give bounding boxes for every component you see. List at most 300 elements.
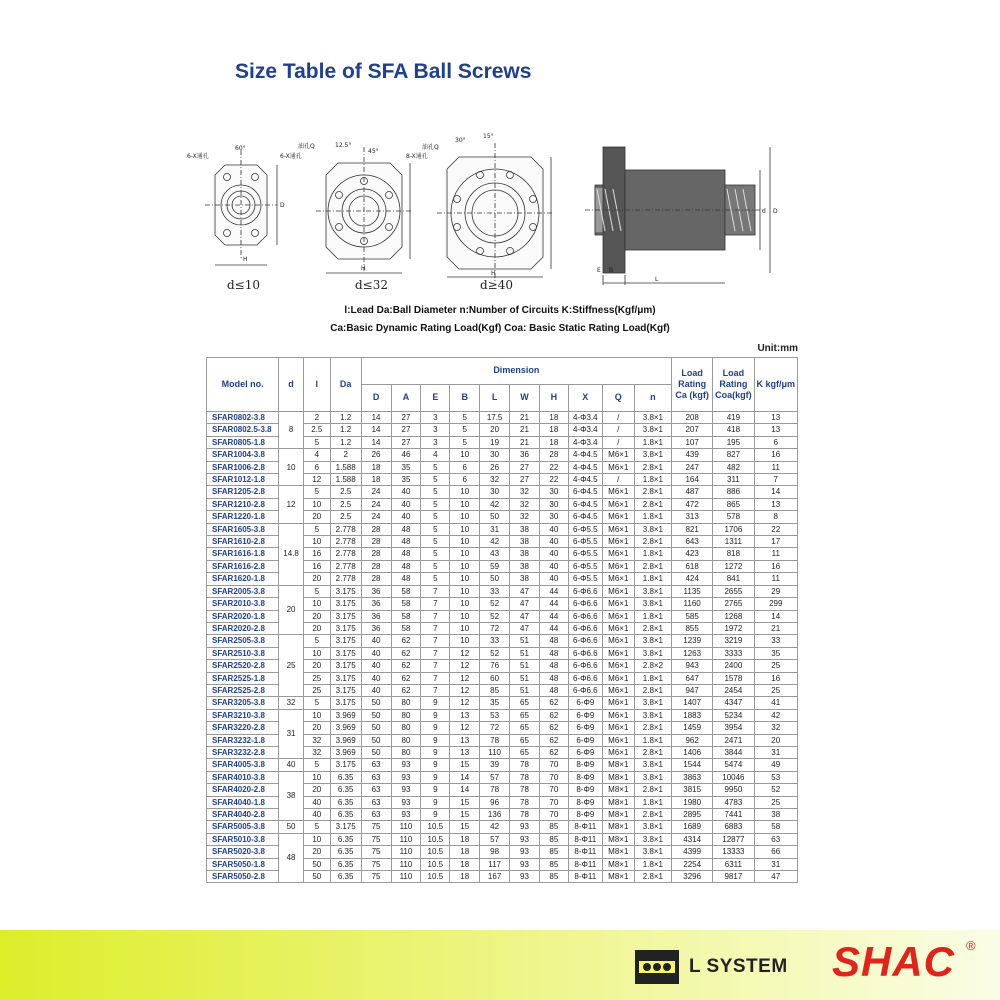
table-cell: 439 xyxy=(672,449,713,461)
model-cell: SFAR3205-3.8 xyxy=(207,697,279,709)
table-cell: 5 xyxy=(450,412,480,424)
shaft-diameter-cell: 48 xyxy=(279,833,304,883)
table-cell: 7 xyxy=(421,635,450,647)
table-cell: 4-Φ3.4 xyxy=(568,424,602,436)
table-cell: 9 xyxy=(421,771,450,783)
table-cell: 18 xyxy=(539,436,568,448)
table-cell: M8×1 xyxy=(602,858,634,870)
table-cell: 72 xyxy=(480,722,510,734)
table-cell: 3863 xyxy=(672,771,713,783)
table-cell: 313 xyxy=(672,511,713,523)
model-cell: SFAR3220-2.8 xyxy=(207,722,279,734)
table-cell: M6×1 xyxy=(602,511,634,523)
table-cell: 6 xyxy=(754,436,798,448)
table-cell: 80 xyxy=(391,709,421,721)
header-coa: Load Rating Coa(kgf) xyxy=(713,358,754,412)
table-cell: 1268 xyxy=(713,610,754,622)
table-cell: 65 xyxy=(510,734,540,746)
table-cell: / xyxy=(602,412,634,424)
table-cell: 1.8×1 xyxy=(634,511,671,523)
table-cell: M6×1 xyxy=(602,684,634,696)
table-cell: 42 xyxy=(480,498,510,510)
shaft-diameter-cell: 12 xyxy=(279,486,304,523)
table-cell: 15 xyxy=(450,796,480,808)
table-cell: 3 xyxy=(421,436,450,448)
table-cell: 50 xyxy=(303,871,330,883)
table-cell: 3.8×1 xyxy=(634,771,671,783)
table-cell: 195 xyxy=(713,436,754,448)
table-cell: 28 xyxy=(361,560,391,572)
table-cell: 818 xyxy=(713,548,754,560)
table-cell: 8-Φ11 xyxy=(568,846,602,858)
flange-drawing-medium xyxy=(316,147,412,273)
table-cell: 10 xyxy=(303,536,330,548)
table-cell: 18 xyxy=(539,412,568,424)
table-cell: 10.5 xyxy=(421,871,450,883)
table-cell: 93 xyxy=(391,809,421,821)
table-cell: 78 xyxy=(510,771,540,783)
table-cell: 3.175 xyxy=(330,585,361,597)
table-cell: 4-Φ3.4 xyxy=(568,436,602,448)
table-cell: 35 xyxy=(480,697,510,709)
table-cell: 30 xyxy=(539,498,568,510)
table-cell: 2655 xyxy=(713,585,754,597)
table-cell: 29 xyxy=(754,585,798,597)
table-cell: 5 xyxy=(450,424,480,436)
table-cell: 50 xyxy=(361,734,391,746)
dim-label-b: B xyxy=(609,267,614,274)
table-cell: 110 xyxy=(391,858,421,870)
table-cell: 44 xyxy=(539,598,568,610)
table-cell: 38 xyxy=(510,548,540,560)
table-cell: M8×1 xyxy=(602,771,634,783)
table-cell: 5 xyxy=(450,436,480,448)
table-cell: 24 xyxy=(361,486,391,498)
table-cell: 1980 xyxy=(672,796,713,808)
table-cell: M8×1 xyxy=(602,846,634,858)
table-cell: 25 xyxy=(303,672,330,684)
table-cell: 5474 xyxy=(713,759,754,771)
table-cell: 1883 xyxy=(672,709,713,721)
table-cell: 9 xyxy=(421,759,450,771)
dim-label-e: E xyxy=(597,267,601,274)
table-cell: 2.8×2 xyxy=(634,660,671,672)
table-cell: 75 xyxy=(361,821,391,833)
table-cell: 827 xyxy=(713,449,754,461)
header-d: d xyxy=(279,358,304,412)
table-cell: 3.8×1 xyxy=(634,424,671,436)
table-cell: 18 xyxy=(450,833,480,845)
table-cell: 299 xyxy=(754,598,798,610)
table-cell: 5 xyxy=(421,461,450,473)
table-cell: 3.175 xyxy=(330,610,361,622)
model-cell: SFAR1620-1.8 xyxy=(207,573,279,585)
table-cell: 1.8×1 xyxy=(634,573,671,585)
dim-label-l: L xyxy=(655,276,659,283)
table-cell: 136 xyxy=(480,809,510,821)
spec-table xyxy=(206,357,798,883)
table-cell: 12 xyxy=(450,722,480,734)
header-dim-a: A xyxy=(391,385,421,412)
table-cell: 3954 xyxy=(713,722,754,734)
table-cell: 25 xyxy=(754,660,798,672)
table-cell: 35 xyxy=(754,647,798,659)
table-cell: 48 xyxy=(539,635,568,647)
table-cell: M6×1 xyxy=(602,523,634,535)
table-cell: 40 xyxy=(361,647,391,659)
table-cell: 6.35 xyxy=(330,784,361,796)
table-cell: 4-Φ4.5 xyxy=(568,474,602,486)
table-cell: 3.8×1 xyxy=(634,523,671,535)
table-cell: 15 xyxy=(450,759,480,771)
table-cell: 93 xyxy=(510,846,540,858)
table-cell: 2.778 xyxy=(330,573,361,585)
table-cell: 2.778 xyxy=(330,560,361,572)
table-cell: 208 xyxy=(672,412,713,424)
model-cell: SFAR5050-1.8 xyxy=(207,858,279,870)
header-dim-n: n xyxy=(634,385,671,412)
table-cell: 7 xyxy=(421,684,450,696)
table-cell: 50 xyxy=(361,722,391,734)
table-cell: 48 xyxy=(539,684,568,696)
header-da: Da xyxy=(330,358,361,412)
table-cell: 31 xyxy=(480,523,510,535)
table-cell: 1689 xyxy=(672,821,713,833)
table-cell: 10 xyxy=(450,573,480,585)
table-cell: 14 xyxy=(754,610,798,622)
table-cell: 14 xyxy=(361,424,391,436)
table-cell: 1.8×1 xyxy=(634,474,671,486)
table-cell: 1544 xyxy=(672,759,713,771)
table-cell: 40 xyxy=(361,660,391,672)
flange-drawing-small xyxy=(205,150,277,265)
table-cell: 167 xyxy=(480,871,510,883)
header-dimension: Dimension xyxy=(361,358,671,385)
table-cell: 821 xyxy=(672,523,713,535)
table-cell: 6.35 xyxy=(330,796,361,808)
table-cell: / xyxy=(602,436,634,448)
table-cell: 48 xyxy=(391,573,421,585)
table-cell: 5 xyxy=(303,635,330,647)
table-cell: 9 xyxy=(421,697,450,709)
table-cell: 2.8×1 xyxy=(634,871,671,883)
table-cell: 472 xyxy=(672,498,713,510)
table-cell: 58 xyxy=(391,598,421,610)
table-cell: 51 xyxy=(510,660,540,672)
table-cell: 20 xyxy=(303,610,330,622)
table-cell: 62 xyxy=(391,635,421,647)
table-cell: 28 xyxy=(361,573,391,585)
table-cell: 6-Φ4.5 xyxy=(568,486,602,498)
table-cell: 48 xyxy=(539,672,568,684)
table-cell: 28 xyxy=(361,523,391,535)
table-cell: 6-Φ5.5 xyxy=(568,536,602,548)
table-cell: 40 xyxy=(391,486,421,498)
table-cell: M6×1 xyxy=(602,560,634,572)
table-cell: 16 xyxy=(303,548,330,560)
table-cell: 30 xyxy=(480,486,510,498)
table-cell: 8-Φ9 xyxy=(568,809,602,821)
table-cell: 3219 xyxy=(713,635,754,647)
table-cell: 58 xyxy=(754,821,798,833)
table-cell: 38 xyxy=(510,536,540,548)
table-cell: 22 xyxy=(539,461,568,473)
header-dim-w: W xyxy=(510,385,540,412)
table-cell: 5 xyxy=(421,548,450,560)
table-cell: 9 xyxy=(421,746,450,758)
table-cell: 8-Φ11 xyxy=(568,858,602,870)
table-cell: 35 xyxy=(391,461,421,473)
table-cell: 28 xyxy=(361,548,391,560)
table-cell: 18 xyxy=(450,858,480,870)
table-cell: 10.5 xyxy=(421,858,450,870)
table-cell: 8-Φ9 xyxy=(568,759,602,771)
table-cell: 9 xyxy=(421,784,450,796)
model-cell: SFAR0802.5-3.8 xyxy=(207,424,279,436)
table-cell: 8-Φ11 xyxy=(568,871,602,883)
table-cell: 27 xyxy=(510,474,540,486)
table-cell: M8×1 xyxy=(602,759,634,771)
table-cell: 58 xyxy=(391,585,421,597)
table-cell: 40 xyxy=(303,809,330,821)
table-cell: 6 xyxy=(303,461,330,473)
table-cell: 76 xyxy=(480,660,510,672)
header-dim-e: E xyxy=(421,385,450,412)
header-dim-d: D xyxy=(361,385,391,412)
holes-label-2: 6-X通孔 xyxy=(280,153,302,160)
table-cell: 78 xyxy=(510,759,540,771)
table-cell: 10.5 xyxy=(421,846,450,858)
table-cell: 2.8×1 xyxy=(634,809,671,821)
table-cell: 12 xyxy=(450,647,480,659)
table-cell: 1.8×1 xyxy=(634,610,671,622)
table-cell: 13 xyxy=(754,498,798,510)
table-cell: 30 xyxy=(480,449,510,461)
table-cell: 1160 xyxy=(672,598,713,610)
table-cell: 10 xyxy=(450,610,480,622)
table-cell: 47 xyxy=(510,622,540,634)
table-cell: 6 xyxy=(450,474,480,486)
table-cell: 311 xyxy=(713,474,754,486)
table-cell: 62 xyxy=(391,660,421,672)
dim-label-d-1: D xyxy=(280,202,285,209)
table-cell: 85 xyxy=(539,871,568,883)
model-cell: SFAR1210-2.8 xyxy=(207,498,279,510)
table-cell: 35 xyxy=(391,474,421,486)
table-cell: 585 xyxy=(672,610,713,622)
table-cell: 6-Φ9 xyxy=(568,734,602,746)
table-cell: 419 xyxy=(713,412,754,424)
table-cell: 96 xyxy=(480,796,510,808)
table-cell: 2.8×1 xyxy=(634,684,671,696)
table-cell: 36 xyxy=(361,598,391,610)
table-cell: 3.8×1 xyxy=(634,833,671,845)
model-cell: SFAR2525-2.8 xyxy=(207,684,279,696)
table-cell: 31 xyxy=(754,858,798,870)
table-cell: 65 xyxy=(510,722,540,734)
table-cell: 10 xyxy=(450,536,480,548)
shaft-diameter-cell: 40 xyxy=(279,759,304,771)
dim-label-h-2: H xyxy=(361,265,366,272)
table-cell: M6×1 xyxy=(602,709,634,721)
table-cell: M8×1 xyxy=(602,784,634,796)
table-cell: 85 xyxy=(539,821,568,833)
table-cell: 7 xyxy=(421,622,450,634)
table-cell: 5 xyxy=(303,821,330,833)
table-cell: 70 xyxy=(539,771,568,783)
table-cell: M6×1 xyxy=(602,734,634,746)
table-cell: 3.175 xyxy=(330,622,361,634)
table-cell: 18 xyxy=(450,846,480,858)
table-cell: 6-Φ4.5 xyxy=(568,498,602,510)
table-cell: 32 xyxy=(303,734,330,746)
table-cell: 49 xyxy=(754,759,798,771)
table-cell: 80 xyxy=(391,746,421,758)
table-cell: 10 xyxy=(450,486,480,498)
table-cell: 51 xyxy=(510,635,540,647)
model-cell: SFAR1605-3.8 xyxy=(207,523,279,535)
table-cell: 52 xyxy=(480,647,510,659)
model-cell: SFAR1205-2.8 xyxy=(207,486,279,498)
registered-mark: ® xyxy=(966,938,976,953)
table-cell: 643 xyxy=(672,536,713,548)
table-cell: 2.5 xyxy=(303,424,330,436)
table-cell: 40 xyxy=(361,635,391,647)
table-cell: 11 xyxy=(754,461,798,473)
table-cell: 41 xyxy=(754,697,798,709)
table-cell: 1.8×1 xyxy=(634,796,671,808)
table-cell: 6-Φ5.5 xyxy=(568,523,602,535)
table-cell: 6-Φ6.6 xyxy=(568,622,602,634)
table-cell: 51 xyxy=(510,672,540,684)
table-cell: 85 xyxy=(539,858,568,870)
table-cell: 6.35 xyxy=(330,858,361,870)
table-cell: 10 xyxy=(450,498,480,510)
table-cell: 2 xyxy=(303,412,330,424)
table-cell: 3.8×1 xyxy=(634,709,671,721)
table-cell: 43 xyxy=(480,548,510,560)
table-cell: 50 xyxy=(303,858,330,870)
table-cell: 21 xyxy=(510,436,540,448)
table-cell: M6×1 xyxy=(602,722,634,734)
table-cell: 5 xyxy=(421,474,450,486)
model-cell: SFAR4010-3.8 xyxy=(207,771,279,783)
table-cell: 7441 xyxy=(713,809,754,821)
table-cell: 5 xyxy=(421,560,450,572)
table-cell: 48 xyxy=(391,560,421,572)
table-cell: 6-Φ6.6 xyxy=(568,598,602,610)
table-cell: 2454 xyxy=(713,684,754,696)
table-cell: 93 xyxy=(510,871,540,883)
table-cell: 42 xyxy=(480,821,510,833)
caption-small: d≤10 xyxy=(227,278,261,292)
table-row xyxy=(207,833,798,845)
table-cell: 24 xyxy=(361,498,391,510)
table-cell: 7 xyxy=(421,585,450,597)
table-cell: 21 xyxy=(510,412,540,424)
table-cell: 12 xyxy=(303,474,330,486)
table-cell: 70 xyxy=(539,784,568,796)
table-cell: 3.175 xyxy=(330,660,361,672)
table-cell: 10 xyxy=(450,511,480,523)
table-cell: 78 xyxy=(480,734,510,746)
table-cell: 14 xyxy=(361,412,391,424)
table-cell: 1578 xyxy=(713,672,754,684)
header-dim-b: B xyxy=(450,385,480,412)
table-cell: 18 xyxy=(450,871,480,883)
table-cell: 58 xyxy=(391,622,421,634)
table-cell: 10.5 xyxy=(421,821,450,833)
table-cell: 62 xyxy=(391,672,421,684)
table-cell: 2.8×1 xyxy=(634,622,671,634)
table-cell: 855 xyxy=(672,622,713,634)
table-cell: 78 xyxy=(510,809,540,821)
table-cell: 578 xyxy=(713,511,754,523)
table-cell: 85 xyxy=(539,833,568,845)
table-cell: 3.175 xyxy=(330,684,361,696)
table-cell: 5234 xyxy=(713,709,754,721)
table-cell: 36 xyxy=(361,610,391,622)
table-cell: 9 xyxy=(421,709,450,721)
table-cell: 3.8×1 xyxy=(634,635,671,647)
table-cell: 14 xyxy=(450,771,480,783)
caption-medium: d≤32 xyxy=(355,278,389,292)
table-cell: 247 xyxy=(672,461,713,473)
table-cell: 66 xyxy=(754,846,798,858)
table-cell: 53 xyxy=(754,771,798,783)
table-cell: 40 xyxy=(361,672,391,684)
table-cell: 3.969 xyxy=(330,722,361,734)
shaft-diameter-cell: 32 xyxy=(279,697,304,709)
table-row xyxy=(207,759,798,771)
table-cell: 1.8×1 xyxy=(634,548,671,560)
table-cell: 10 xyxy=(303,709,330,721)
table-cell: 6883 xyxy=(713,821,754,833)
table-cell: 6-Φ6.6 xyxy=(568,635,602,647)
table-cell: 7 xyxy=(421,647,450,659)
table-cell: 75 xyxy=(361,871,391,883)
table-cell: 6-Φ6.6 xyxy=(568,672,602,684)
table-cell: 10 xyxy=(450,449,480,461)
table-cell: 2.8×1 xyxy=(634,560,671,572)
table-cell: M6×1 xyxy=(602,746,634,758)
table-cell: 40 xyxy=(539,560,568,572)
table-cell: 50 xyxy=(361,697,391,709)
table-cell: 20 xyxy=(303,846,330,858)
table-cell: 6-Φ5.5 xyxy=(568,560,602,572)
table-cell: 14 xyxy=(754,486,798,498)
table-cell: 2765 xyxy=(713,598,754,610)
oil-hole-label-2: 油孔Q xyxy=(422,144,439,151)
table-cell: 1.2 xyxy=(330,424,361,436)
table-cell: 8-Φ9 xyxy=(568,784,602,796)
table-cell: 15 xyxy=(450,809,480,821)
table-cell: 2471 xyxy=(713,734,754,746)
shaft-diameter-cell: 50 xyxy=(279,821,304,833)
table-cell: 50 xyxy=(480,511,510,523)
table-cell: 10 xyxy=(450,635,480,647)
table-cell: 3.8×1 xyxy=(634,759,671,771)
table-cell: 2400 xyxy=(713,660,754,672)
table-cell: 3.8×1 xyxy=(634,846,671,858)
table-cell: 10 xyxy=(450,622,480,634)
table-cell: 72 xyxy=(480,622,510,634)
table-cell: 11 xyxy=(754,548,798,560)
table-cell: 26 xyxy=(361,449,391,461)
table-cell: 70 xyxy=(539,796,568,808)
table-cell: 1.588 xyxy=(330,461,361,473)
model-cell: SFAR4020-2.8 xyxy=(207,784,279,796)
